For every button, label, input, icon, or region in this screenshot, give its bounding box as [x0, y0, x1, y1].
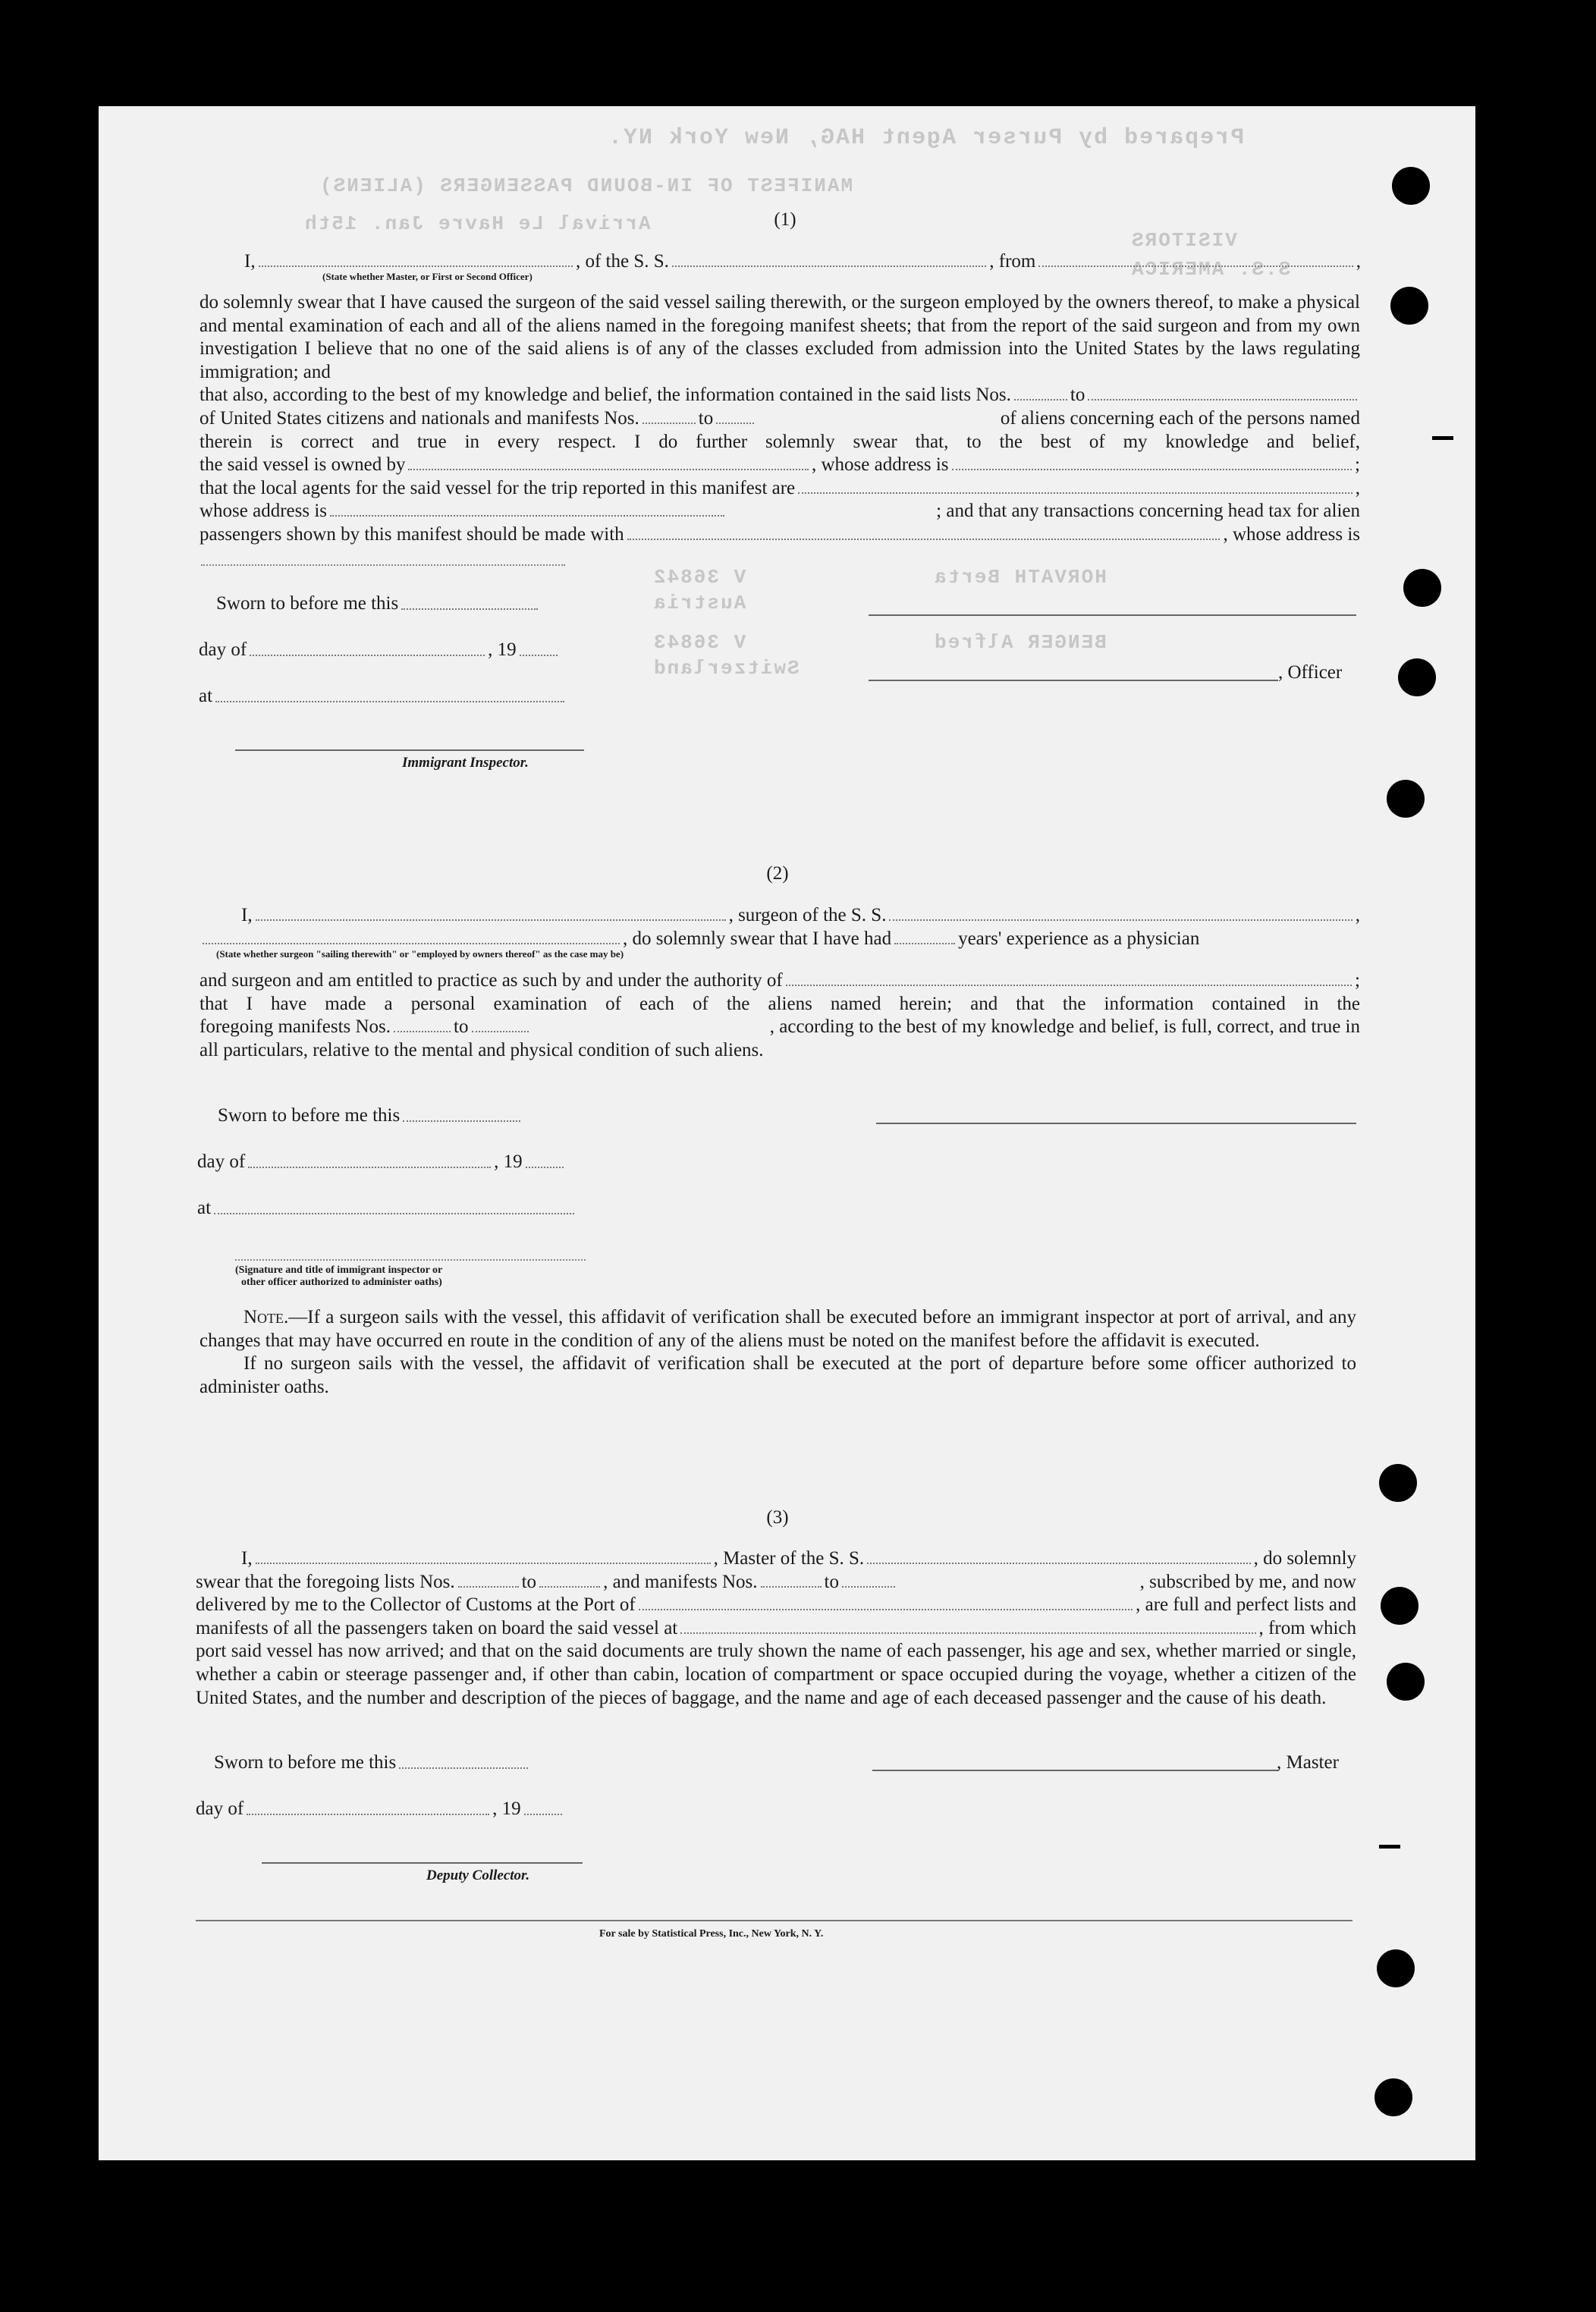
surgeon-signature-line[interactable]: [876, 1123, 1356, 1124]
section-1-at-line: at: [199, 686, 567, 707]
surgeon-status-note: (State whether surgeon "sailing therewith" or "employed by owners thereof" as the case may be): [216, 948, 624, 960]
note-paragraph: Note.—If a surgeon sails with the vessel, this affidavit of verification shall be executed before an immigrant inspector at port of arrival, and any changes that may have occurred en route in the condition of any of the aliens must be noted on the manifest before the affidavit is executed. If no surgeon sails with the vessel, the affidavit of verification shall be executed at the port of departure before some officer authorized to administer oaths.: [200, 1307, 1356, 1397]
alien-manifests-from-field[interactable]: [642, 407, 696, 424]
owner-address-field[interactable]: [952, 454, 1353, 470]
section-2-sworn-line: Sworn to before me this: [218, 1105, 523, 1126]
day-field[interactable]: [250, 639, 485, 656]
deputy-collector-signature-line[interactable]: [262, 1862, 583, 1864]
section-2-at-line: at: [197, 1198, 577, 1219]
master-lists-to-field[interactable]: [539, 1571, 600, 1588]
section-3-number: (3): [766, 1507, 789, 1528]
port-of-embarkation-field[interactable]: [680, 1617, 1255, 1634]
master-signature-line[interactable]: [872, 1770, 1278, 1771]
bleed-through-text: Austria: [652, 592, 746, 614]
note-label: Note.: [243, 1307, 289, 1327]
inspector-signature-line[interactable]: [235, 749, 584, 751]
section-1-sworn-line: Sworn to before me this: [216, 593, 541, 614]
master-manifests-to-field[interactable]: [842, 1571, 895, 1588]
punch-hole: [1392, 167, 1430, 205]
punch-hole: [1381, 1587, 1418, 1625]
bleed-through-text: V 36843: [652, 631, 746, 654]
place-field[interactable]: [215, 686, 564, 702]
punch-hole: [1377, 1949, 1415, 1987]
immigrant-inspector-label: Immigrant Inspector.: [402, 755, 529, 771]
master-vessel-field[interactable]: [867, 1547, 1250, 1564]
surgeon-status-field[interactable]: [203, 928, 620, 944]
section-1-opening-line: I, , of the S. S. , from ,: [244, 251, 1361, 272]
surgeon-vessel-field[interactable]: [889, 904, 1352, 921]
section-2-affidavit: and surgeon and am entitled to practice as such by and under the authority of ; that I have made a personal examination of each of the aliens named herein; and that the information contained in the foregoing manifests Nos. to , according to the best of my knowledge and belief, is full, correct, and true in all particulars, relative to the mental and physical condition of such aliens.: [200, 970, 1360, 1060]
section-2-day-line: day of , 19: [197, 1151, 567, 1173]
years-experience-field[interactable]: [894, 928, 955, 944]
bleed-through-text: VISITORS: [1130, 229, 1237, 252]
vessel-owner-field[interactable]: [408, 454, 809, 470]
day-field-3[interactable]: [247, 1798, 489, 1815]
bleed-through-text: Prepared by Purser Agent HAG, New York NY.: [607, 125, 1245, 151]
punch-hole: [1375, 2078, 1412, 2116]
section-2-number: (2): [766, 863, 789, 884]
surgeon-name-field[interactable]: [256, 904, 726, 921]
deputy-collector-label: Deputy Collector.: [426, 1868, 530, 1883]
citizen-lists-from-field[interactable]: [1014, 384, 1067, 401]
section-1-day-line: day of , 19: [199, 639, 561, 661]
year-field-2[interactable]: [526, 1151, 564, 1168]
surgeon-manifests-to-field[interactable]: [472, 1016, 529, 1032]
officer-rank-note: (State whether Master, or First or Second Officer): [322, 271, 533, 282]
officer-rank-field[interactable]: [259, 250, 573, 267]
master-label: , Master: [1277, 1752, 1339, 1773]
address-continuation-line[interactable]: [201, 564, 565, 566]
bleed-through-text: Switzerland: [652, 657, 800, 680]
section-3-sworn-line: Sworn to before me this: [214, 1752, 531, 1773]
authority-field[interactable]: [786, 969, 1352, 986]
surgeon-manifests-from-field[interactable]: [394, 1016, 451, 1032]
local-agents-field[interactable]: [798, 477, 1353, 494]
footer-rule: [196, 1920, 1353, 1921]
punch-hole: [1390, 287, 1428, 325]
officer-signature-line-1[interactable]: [869, 614, 1356, 616]
head-tax-contact-field[interactable]: [627, 523, 1221, 540]
printer-credit: For sale by Statistical Press, Inc., New York, N. Y.: [599, 1928, 824, 1940]
alien-manifests-to-field[interactable]: [716, 407, 754, 424]
master-lists-from-field[interactable]: [458, 1571, 519, 1588]
year-field[interactable]: [520, 639, 558, 656]
master-name-field[interactable]: [256, 1547, 711, 1564]
signature-title-note-1: (Signature and title of immigrant inspector or: [235, 1264, 443, 1276]
punch-hole: [1398, 658, 1436, 696]
section-1-number: (1): [774, 209, 796, 230]
section-1-affidavit: do solemnly swear that I have caused the surgeon of the said vessel sailing therewith, or the surgeon employed by the owners thereof, to make a physical and mental examination of each and all of the aliens named in the foregoing manifest sheets; that from the report of the said surgeon and from my own investigation I believe that no one of the said aliens is of any of the classes excluded from admission into the United States by the laws regulating immigration; and that also, according to the best of my knowledge and belief, the information contained in the said lists Nos. to of United States citizens and nationals and manifests Nos. to of aliens concerning each of the persons named therein is correct and true in every respect. I do further solemnly swear that, to the best of my knowledge and belief, the said vessel is owned by , whose address is ; that the local agents for the said vessel for the trip reported in this manifest are , whose address is ; and that any transactions concerning head tax for alien passengers shown by this manifest should be made with , whose address is: [200, 292, 1360, 545]
section-2-opening: I, , surgeon of the S. S. , , do solemnly swear that I have had years' experience as a physician: [200, 904, 1360, 950]
bleed-through-text: V 36842: [652, 566, 746, 589]
punch-hole: [1387, 780, 1425, 818]
punch-hole: [1403, 569, 1441, 607]
place-field-2[interactable]: [214, 1198, 574, 1214]
signature-title-note-2: other officer authorized to administer oaths): [241, 1277, 442, 1288]
departure-port-field[interactable]: [1038, 250, 1353, 267]
bleed-through-text: Arrival Le Havre Jan. 15th: [303, 212, 651, 235]
inspector-signature-line-2[interactable]: [235, 1259, 586, 1261]
sworn-date-field-3[interactable]: [399, 1752, 528, 1769]
bleed-through-text: HORVATH Berta: [933, 566, 1107, 589]
officer-label: , Officer: [1278, 662, 1343, 683]
year-field-3[interactable]: [524, 1798, 562, 1815]
master-manifests-from-field[interactable]: [761, 1571, 822, 1588]
agents-address-field[interactable]: [330, 500, 724, 517]
section-3-affidavit: I, , Master of the S. S. , do solemnly swear that the foregoing lists Nos. to , and manifests Nos. to , subscribed by me, and now delivered by me to the Collector of Customs at the Port of , are full and perfect lists and manifests of all the passengers taken on board the said vessel at , from which port said vessel has now arrived; and that on the said documents are truly shown the name of each passenger, his age and sex, whether married or single, whether a cabin or steerage passenger and, if other than cabin, location of compartment or space occupied during the voyage, whether a citizen of the United States, and the number and description of the pieces of baggage, and the name and age of each deceased passenger and the cause of his death.: [196, 1548, 1356, 1708]
port-of-arrival-field[interactable]: [639, 1594, 1133, 1610]
day-field-2[interactable]: [248, 1151, 491, 1168]
bleed-through-text: BENGER Alfred: [933, 631, 1107, 654]
officer-signature-line-2[interactable]: [869, 680, 1278, 681]
punch-hole: [1387, 1663, 1425, 1701]
bleed-through-text: S.S. AMERICA: [1130, 258, 1291, 281]
edge-mark: [1432, 436, 1453, 440]
sworn-date-field-2[interactable]: [403, 1105, 520, 1122]
vessel-name-field[interactable]: [672, 250, 986, 267]
sworn-date-field[interactable]: [401, 593, 538, 610]
citizen-lists-to-field[interactable]: [1088, 384, 1357, 401]
section-3-day-line: day of , 19: [196, 1798, 565, 1820]
edge-mark: [1379, 1845, 1400, 1849]
punch-hole: [1379, 1464, 1417, 1502]
bleed-through-text: MANIFEST OF IN-BOUND PASSENGERS (ALIENS): [319, 174, 853, 197]
